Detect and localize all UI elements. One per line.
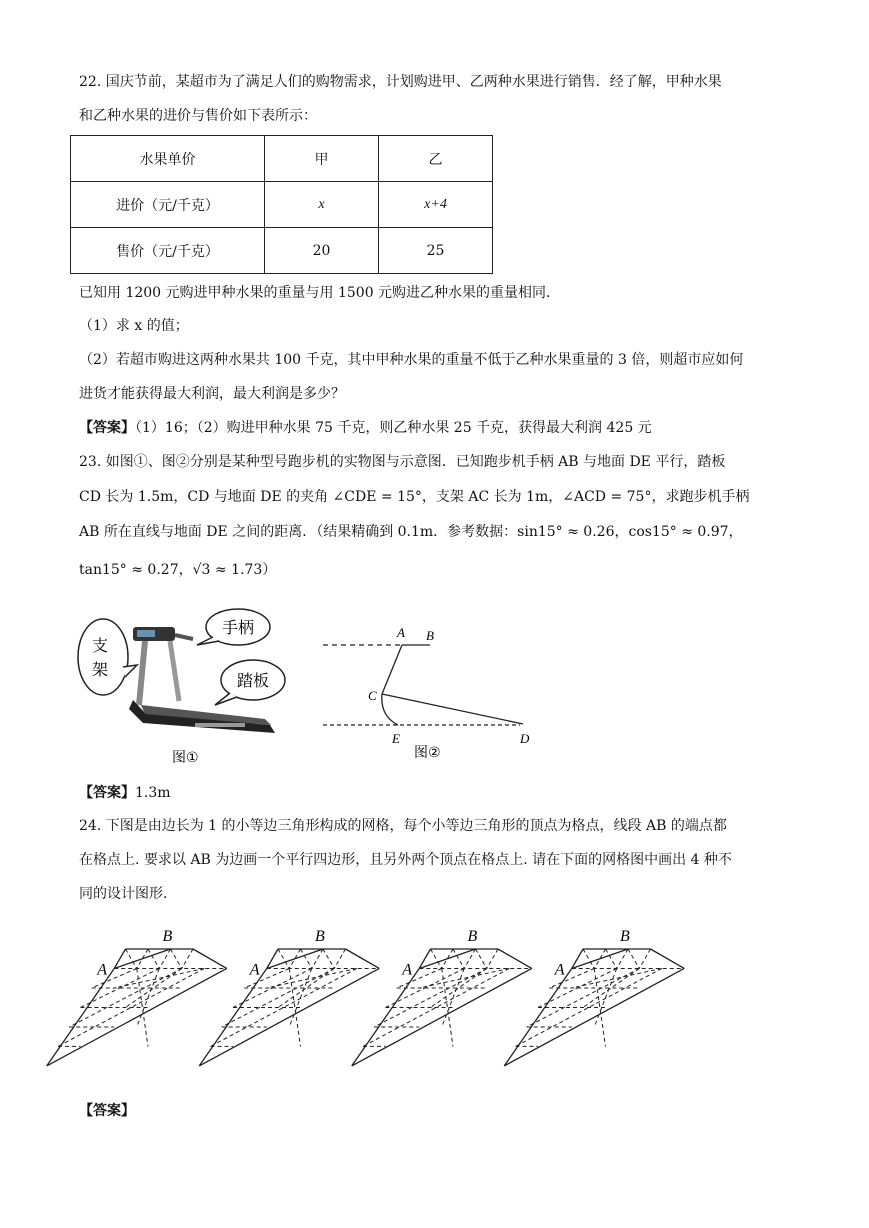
fig1-caption: 图①: [172, 750, 199, 766]
grid-line: [419, 968, 509, 987]
grid-line: [572, 968, 662, 987]
table-cell: 25: [379, 228, 493, 274]
grid-line: [114, 968, 204, 987]
grid-line: [583, 949, 594, 968]
table-header-cell: 水果单价: [71, 136, 265, 182]
grid-edge: [651, 949, 685, 968]
grid-line: [334, 949, 345, 968]
table-cell: 进价（元/千克）: [71, 182, 265, 228]
answer-label: 【答案】: [79, 420, 135, 436]
table-cell: 20: [265, 228, 379, 274]
grid-label-b: B: [620, 928, 630, 945]
q22-line5: （2）若超市购进这两种水果共 100 千克，其中甲种水果的重量不低于乙种水果重量的 3 倍，则超市应如何: [79, 352, 744, 368]
q22-line3: 已知用 1200 元购进甲种水果的重量与用 1500 元购进乙种水果的重量相同.: [79, 285, 551, 301]
q22-line6: 进货才能获得最大利润，最大利润是多少？: [79, 386, 345, 402]
grid-line: [267, 968, 357, 987]
segment-ab: [572, 949, 628, 968]
grid-line: [476, 949, 487, 968]
answer-label: 【答案】: [79, 1103, 135, 1119]
grid-line: [453, 949, 464, 968]
grid-line: [606, 949, 617, 968]
fig2-caption: 图②: [414, 745, 441, 761]
q22-answer: [79, 418, 652, 438]
q24-line2: 在格点上. 要求以 AB 为边画一个平行四边形，且另外两个顶点在格点上. 请在下面的网格图中画出 4 种不: [79, 852, 732, 868]
segment-ab: [267, 949, 323, 968]
label-d: D: [520, 731, 530, 746]
grid-line: [222, 968, 335, 1026]
label-a: A: [397, 625, 405, 640]
q24-line3: 同的设计图形.: [79, 886, 168, 902]
answer-label: 【答案】: [79, 785, 135, 801]
grid-line: [148, 949, 159, 968]
segment-ab: [114, 949, 170, 968]
label-e: E: [392, 731, 400, 746]
table-cell: x: [265, 182, 379, 228]
table-row: [71, 136, 493, 182]
q24-line1: 24. 下图是由边长为 1 的小等边三角形构成的网格，每个小等边三角形的顶点为格点，线段 AB 的端点都: [79, 818, 727, 834]
grid-edge: [346, 949, 380, 968]
table-header-cell: 甲: [265, 136, 379, 182]
q24-answer: [79, 1101, 135, 1121]
grid-label-a: A: [554, 961, 565, 979]
grid-line: [628, 949, 639, 968]
q22-line2: 和乙种水果的进价与售价如下表所示：: [79, 108, 317, 124]
grid-line: [69, 968, 182, 1026]
grid-line: [639, 949, 650, 968]
label-pedal: 踏板: [237, 671, 270, 690]
grid-label-b: B: [162, 928, 173, 945]
q23-line4: tan15° ≈ 0.27，√3 ≈ 1.73）: [79, 562, 277, 578]
grid-label-a: A: [97, 961, 108, 979]
q23-line2: CD 长为 1.5m，CD 与地面 DE 的夹角 ∠CDE = 15°，支架 AC 长为 1m，∠ACD = 75°，求跑步机手柄: [79, 489, 750, 505]
treadmill-figure: [75, 605, 290, 770]
segment-ab: [419, 949, 475, 968]
label-support-2: 架: [92, 660, 109, 679]
q23-line1: 23. 如图①、图②分别是某种型号跑步机的实物图与示意图．已知跑步机手柄 AB 与地面 DE 平行，踏板: [79, 454, 726, 470]
table-cell: 售价（元/千克）: [71, 228, 265, 274]
grid-line: [301, 949, 312, 968]
table-header-cell: 乙: [379, 136, 493, 182]
label-support-1: 支: [92, 636, 109, 655]
table-cell: x+4: [379, 182, 493, 228]
q23-answer: [79, 783, 171, 803]
grid-line: [278, 949, 289, 968]
q22-line4: （1）求 x 的值；: [79, 318, 189, 334]
grid-label-a: A: [249, 961, 260, 979]
grid-line: [171, 949, 182, 968]
schematic-figure: [320, 620, 545, 765]
grid-line: [126, 949, 137, 968]
grid-figure: [504, 928, 684, 1066]
q23-line3: AB 所在直线与地面 DE 之间的距离．（结果精确到 0.1m．参考数据：sin15° ≈ 0.26，cos15° ≈ 0.97，: [79, 524, 743, 540]
arc-ce: [382, 694, 398, 725]
fruit-price-table: [70, 135, 493, 274]
grid-label-b: B: [315, 928, 325, 945]
q22-line1: 22. 国庆节前，某超市为了满足人们的购物需求，计划购进甲、乙两种水果进行销售．经了解，甲种水果: [79, 74, 722, 90]
grid-line: [323, 949, 334, 968]
grid-edge: [498, 949, 532, 968]
grid-label-a: A: [402, 961, 413, 979]
segment-cd: [382, 694, 523, 724]
grid-figure: [47, 928, 227, 1066]
label-handle: 手柄: [222, 618, 255, 637]
table-row: [71, 228, 493, 274]
label-b: B: [426, 628, 434, 643]
grid-label-b: B: [467, 928, 478, 945]
table-row: [71, 182, 493, 228]
grid-figure: [352, 928, 532, 1066]
grid-edge: [504, 968, 684, 1065]
grid-edge: [352, 968, 532, 1065]
grid-line: [431, 949, 442, 968]
answer-text: （1）16；（2）购进甲种水果 75 千克，则乙种水果 25 千克，获得最大利润 425 元: [135, 420, 652, 436]
answer-text: 1.3m: [135, 785, 171, 801]
bubble-support: [78, 619, 128, 695]
grid-edge: [193, 949, 227, 968]
grid-line: [527, 968, 640, 1026]
label-c: C: [368, 688, 377, 703]
grid-line: [487, 949, 498, 968]
grid-edge: [47, 968, 227, 1065]
segment-ac: [382, 645, 402, 694]
grid-line: [182, 949, 193, 968]
grid-figure: [199, 928, 379, 1066]
triangle-grids: [0, 920, 869, 1095]
grid-line: [374, 968, 487, 1026]
grid-edge: [199, 968, 379, 1065]
